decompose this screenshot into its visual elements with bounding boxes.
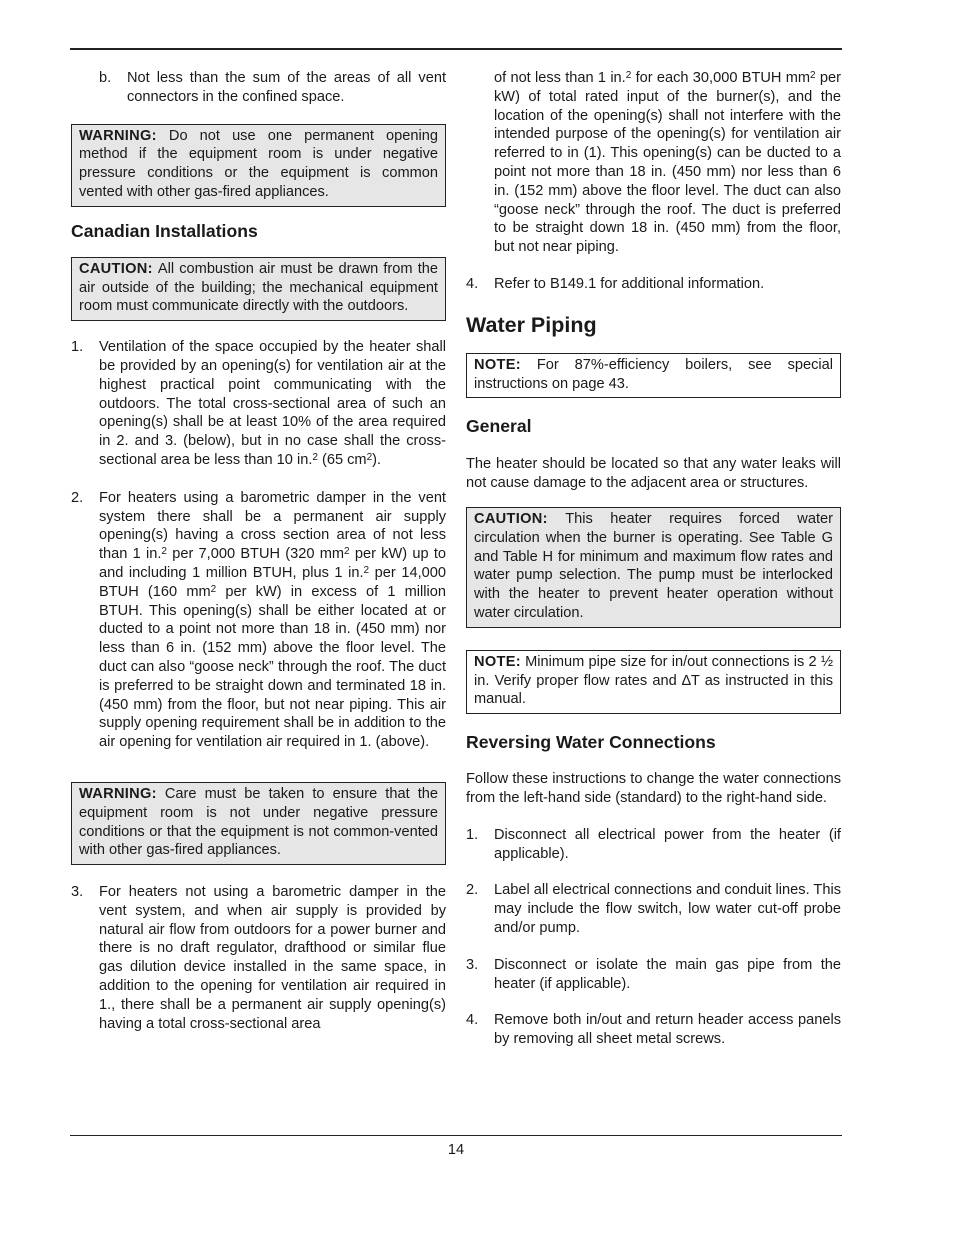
list-item-number: 2. xyxy=(71,489,84,506)
list-item-text: For heaters not using a barometric damper in the vent system, and when air supply is provided by natural air flow from outdoors for a power burner and there is no draft regulator, drafthood or similar flue gas dilution device installed in the same space, in addition to the opening for ventilation air required in 1., there shall be a permanent air supply opening(s) having a total cross-sectional area xyxy=(99,884,446,1032)
reversing-paragraph: Follow these instructions to change the water connections from the left-hand side (standard) to the right-hand side. xyxy=(466,771,841,806)
list-item-number: 3. xyxy=(71,884,84,901)
list-item-4 xyxy=(466,275,841,294)
step-item-2 xyxy=(466,881,841,937)
warning-box-negative-pressure xyxy=(71,782,446,865)
note-label: NOTE: xyxy=(474,356,521,373)
note-box-efficiency xyxy=(466,353,841,399)
step-item-4 xyxy=(466,1011,841,1049)
list-item-3 xyxy=(71,883,446,1033)
list-item-text: Ventilation of the space occupied by the heater shall be provided by an opening(s) for ventilation air at the highest practical point communicating with the outdoors. The total cross-sectional area of such an opening(s) shall be at least 10% of the area required in 2. and 3. (below), but in no case shall the cross-sectional area be less than 10 in.$^2$ (65 $cm^2$). xyxy=(99,339,446,468)
top-rule xyxy=(70,48,842,50)
list-item-text: For heaters using a barometric damper in the vent system there shall be a permanent air supply opening(s) having a cross section area of not less than 1 in.$^2$ per 7,000 BTUH (320 $mm^2$ per kW) up to and including 1 million BTUH, plus 1 in.$^2$ per 14,000 BTUH (160 $mm^2$ per kW) in excess of 1 million BTUH. This opening(s) shall be either located at or ducted to a point not more than 18 in. (450 mm) nor less than 6 in. (152 mm) above the floor level. The duct can also “goose neck” through the roof. The duct is preferred to be straight down and terminated 18 in. (450 mm) from the floor, but not near piping. This air supply opening requirement shall be in addition to the air opening for ventilation air required in 1. (above). xyxy=(99,489,446,751)
caution-box-water-circulation xyxy=(466,507,841,628)
note-label: NOTE: xyxy=(474,653,521,670)
list-item-b xyxy=(71,69,446,107)
warning-label: WARNING: xyxy=(79,127,157,144)
right-column xyxy=(466,69,841,1049)
warning-text: Do not use one permanent opening method if the equipment room is under negative pressure conditions or the equipment is common vented with other gas-fired appliances. xyxy=(79,127,438,200)
list-item-text: Refer to B149.1 for additional information. xyxy=(494,275,765,292)
heading-canadian-installations: Canadian Installations xyxy=(71,220,258,241)
step-text: Label all electrical connections and conduit lines. This may include the flow switch, low water cut-off probe and/or pump. xyxy=(494,882,841,936)
general-paragraph: The heater should be located so that any water leaks will not cause damage to the adjacent area or structures. xyxy=(466,456,841,492)
step-number: 3. xyxy=(466,956,479,973)
list-item-number: b. xyxy=(99,70,112,86)
caution-text: All combustion air must be drawn from the air outside of the building; the mechanical equipment room must communicate directly with the outdoors. xyxy=(79,260,438,315)
list-item-2 xyxy=(71,489,446,752)
warning-box-one-opening xyxy=(71,124,446,207)
note-text: For 87%-efficiency boilers, see special instructions on page 43. xyxy=(474,356,834,392)
step-number: 1. xyxy=(466,826,479,843)
step-text: Disconnect all electrical power from the heater (if applicable). xyxy=(494,826,841,862)
note-text: Minimum pipe size for in/out connections is 2 ½ in. Verify proper flow rates and ∆T as instructed in this manual. xyxy=(474,653,833,708)
list-item-number: 4. xyxy=(466,275,479,292)
step-item-3 xyxy=(466,956,841,994)
heading-water-piping: Water Piping xyxy=(466,312,597,337)
list-item-number: 1. xyxy=(71,339,84,356)
caution-label: CAUTION: xyxy=(79,260,153,277)
list-item-1 xyxy=(71,338,446,470)
list-item-text: Not less than the sum of the areas of all vent connectors in the confined space. xyxy=(127,70,446,105)
step-item-1 xyxy=(466,826,841,864)
heading-general: General xyxy=(466,416,532,437)
list-item-3-continued xyxy=(466,69,841,257)
step-text: Disconnect or isolate the main gas pipe from the heater (if applicable). xyxy=(494,956,841,992)
bottom-rule xyxy=(70,1135,842,1136)
caution-label: CAUTION: xyxy=(474,510,548,527)
list-item-text: of not less than 1 in.$^2$ for each 30,000 BTUH $mm^2$ per kW) of total rated input of the burner(s), and the location of the opening(s) shall not interfere with the intended purpose of the opening(s) for ventilation air referred to in (1). This opening(s) can be ducted to a point not more than 18 in. (450 mm) nor less than 6 in. (152 mm) above the floor level. The duct can also “goose neck” through the roof. The duct is preferred to be straight down 18 in. (450 mm) from the floor, but not near piping. xyxy=(494,70,841,256)
warning-label: WARNING: xyxy=(79,785,157,802)
caution-box-combustion-air xyxy=(71,257,446,321)
left-column xyxy=(71,69,446,1033)
step-number: 4. xyxy=(466,1012,479,1029)
step-number: 2. xyxy=(466,882,479,899)
warning-text: Care must be taken to ensure that the equipment room is not under negative pressure conditions or that the equipment is not common-vented with other gas-fired appliances. xyxy=(79,785,438,859)
page-number: 14 xyxy=(447,1142,465,1158)
caution-text: This heater requires forced water circulation when the burner is operating. See Table G and Table H for minimum and maximum flow rates and water pump selection. The pump must be interlocked with the heater to prevent heater operation without water circulation. xyxy=(474,510,833,621)
heading-reversing-water-connections: Reversing Water Connections xyxy=(466,732,716,753)
note-box-pipe-size xyxy=(466,650,841,714)
step-text: Remove both in/out and return header access panels by removing all sheet metal screws. xyxy=(494,1012,841,1048)
